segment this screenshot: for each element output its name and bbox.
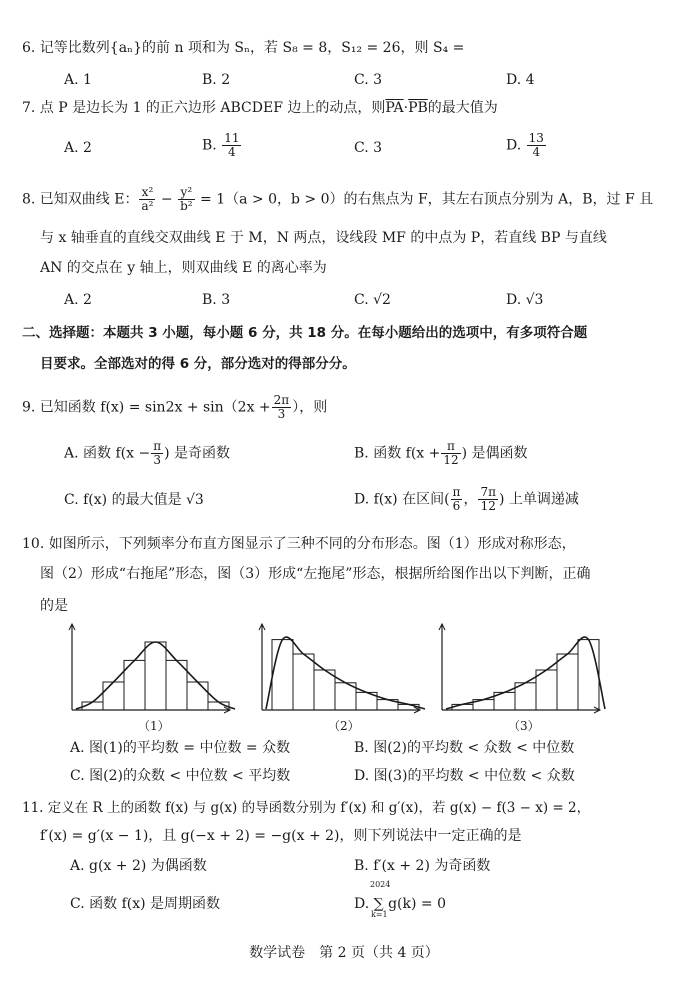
q7-vector-pb: $\overline{PB}$ — [408, 100, 428, 116]
q8-fraction-y: $\frac{\text{y²}}{\text{b²}}$ — [180, 185, 193, 213]
q6-option-a: A. 1 — [64, 72, 92, 88]
q11-line-1: 11. 定义在 R 上的函数 f(x) 与 g(x) 的导函数分别为 f′(x) 和 g′(x)，若 g(x) − f(3 − x) = 2， — [22, 800, 591, 816]
histogram-bar — [536, 670, 557, 710]
q8-option-c: C. √2 — [354, 292, 391, 308]
q6-option-c: C. 3 — [354, 72, 383, 88]
density-curve — [76, 642, 235, 709]
q7-option-a: A. 2 — [64, 140, 92, 156]
q8-fraction-x: $\frac{\text{x²}}{\text{a²}}$ — [141, 185, 154, 213]
q7-option-c: C. 3 — [354, 140, 383, 156]
q7-dot: · — [403, 100, 409, 116]
histogram-3-label: （3） — [508, 719, 540, 733]
q9-option-c: C. f(x) 的最大值是 √3 — [64, 492, 204, 508]
q11-sum-lower-limit: k=1 — [371, 910, 388, 919]
q9-option-a: A. 函数 f(x − $\frac{\pi}{3}$ ) 是奇函数 — [64, 439, 230, 467]
q10-line-2: 图（2）形成“右拖尾”形态，图（3）形成“左拖尾”形态，根据所给图作出以下判断，正确 — [40, 566, 591, 582]
q8-line-1 — [22, 186, 653, 213]
q8-line-3: AN 的交点在 y 轴上，则双曲线 E 的离心率为 — [40, 260, 327, 276]
histogram-3 — [430, 618, 610, 718]
q10-option-c: C. 图(2)的众数 < 中位数 < 平均数 — [70, 768, 291, 784]
histogram-1-label: （1） — [138, 719, 170, 733]
q9-option-d: D. f(x) 在区间( $\frac{\pi}{6}$ ， $\frac{7\pi}{12}$ ) 上单调递减 — [354, 485, 579, 513]
histogram-bar — [272, 640, 293, 710]
histogram-2 — [250, 618, 430, 718]
q7-option-d-fraction: $\frac{13}{4}$ — [528, 131, 544, 159]
q10-line-3: 的是 — [40, 598, 68, 614]
histogram-bar — [103, 682, 124, 710]
density-curve — [446, 637, 605, 709]
q8-option-b: B. 3 — [202, 292, 231, 308]
q10-line-1: 10. 如图所示，下列频率分布直方图显示了三种不同的分布形态。图（1）形成对称形态， — [22, 536, 576, 552]
q11-option-d: D. ∑ g(k) = 0 — [354, 896, 446, 912]
q7-vector-pa: $\overline{PA}$ — [385, 100, 404, 116]
q11-option-a: A. g(x + 2) 为偶函数 — [70, 858, 207, 874]
q8-line-2: 与 x 轴垂直的直线交双曲线 E 于 M，N 两点，设线段 MF 的中点为 P，若直线 BP 与直线 — [40, 230, 607, 246]
histogram-2-label: （2） — [328, 719, 360, 733]
q7-option-b-fraction: $\frac{11}{4}$ — [224, 131, 240, 159]
q9-option-b: B. 函数 f(x + $\frac{\pi}{12}$ ) 是偶函数 — [354, 439, 528, 467]
q11-option-b: B. f′(x + 2) 为奇函数 — [354, 858, 491, 874]
q7-option-b — [202, 132, 242, 159]
q8-minus: − — [156, 191, 178, 208]
q11-line-2: f′(x) = g′(x − 1)，且 g(−x + 2) = −g(x + 2)，则下列说法中一定正确的是 — [40, 828, 522, 844]
density-curve — [266, 637, 425, 709]
q9-stem-b: ），则 — [292, 399, 328, 416]
q10-option-a: A. 图(1)的平均数 = 中位数 = 众数 — [70, 740, 291, 756]
q11-option-c: C. 函数 f(x) 是周期函数 — [70, 896, 221, 912]
q7-option-b-label: B. — [202, 137, 217, 154]
q6-stem: 6. 记等比数列{aₙ}的前 n 项和为 Sₙ，若 S₈ = 8，S₁₂ = 26，则 S₄ = — [22, 40, 465, 56]
histogram-bar — [293, 654, 314, 710]
section-2-heading-line-2: 目要求。全部选对的得 6 分，部分选对的得部分分。 — [40, 356, 356, 372]
histogram-bar — [314, 670, 335, 710]
histogram-1 — [60, 618, 240, 718]
page-footer: 数学试卷 第 2 页（共 4 页） — [249, 945, 439, 961]
q11-sum-upper-limit: 2024 — [370, 880, 391, 889]
histogram-bar — [187, 682, 208, 710]
q7-option-d-label: D. — [506, 137, 522, 154]
q7-option-d — [506, 132, 547, 159]
q8-option-d: D. √3 — [506, 292, 544, 308]
q6-option-d: D. 4 — [506, 72, 535, 88]
q10-option-d: D. 图(3)的平均数 < 中位数 < 众数 — [354, 768, 575, 784]
q8-stem-b: = 1（a > 0，b > 0）的右焦点为 F，其左右顶点分别为 A，B，过 F 且 — [195, 191, 654, 208]
q7-stem-a: 7. 点 P 是边长为 1 的正六边形 ABCDEF 边上的动点，则 — [22, 100, 386, 116]
section-2-heading-line-1: 二、选择题：本题共 3 小题，每小题 6 分，共 18 分。在每小题给出的选项中，有多项符合题 — [22, 325, 588, 341]
q8-option-a: A. 2 — [64, 292, 92, 308]
histogram-bar — [557, 654, 578, 710]
q9-stem — [22, 394, 327, 421]
histogram-bar — [578, 640, 599, 710]
q7-stem-b: 的最大值为 — [427, 100, 498, 116]
histogram-bar — [145, 642, 166, 710]
q6-option-b: B. 2 — [202, 72, 231, 88]
q9-stem-a: 9. 已知函数 f(x) = sin2x + sin（2x + — [22, 399, 271, 416]
q9-fraction: $\frac{2\pi}{3}$ — [273, 393, 290, 421]
q8-stem-a: 8. 已知双曲线 E： — [22, 191, 139, 208]
q10-option-b: B. 图(2)的平均数 < 众数 < 中位数 — [354, 740, 575, 756]
q7-stem — [22, 98, 498, 118]
